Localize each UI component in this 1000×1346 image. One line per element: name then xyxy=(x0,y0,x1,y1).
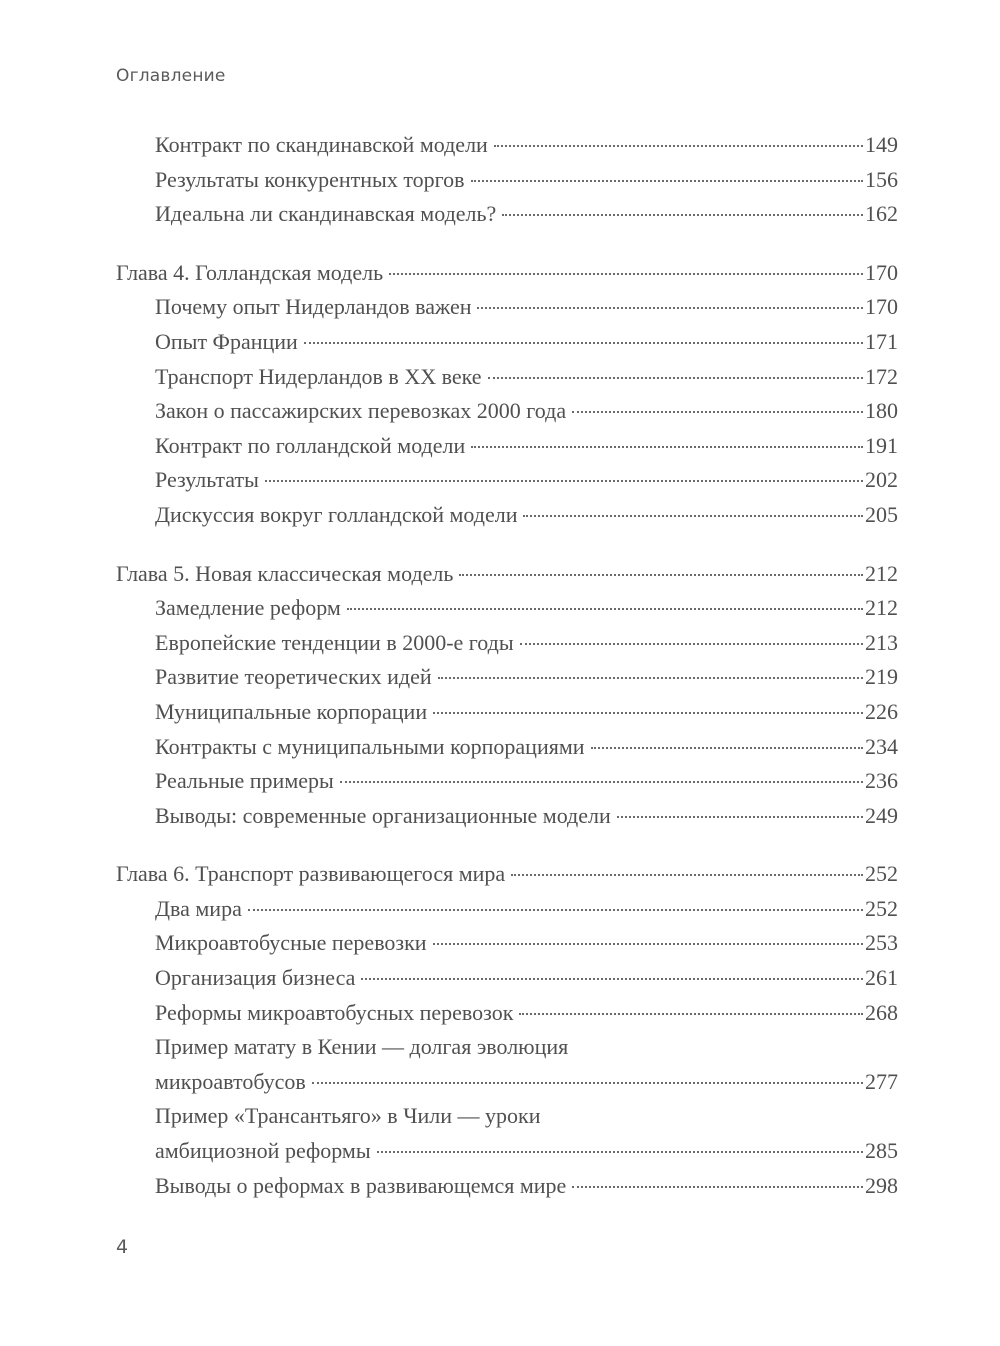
toc-section-chapter-6 xyxy=(116,857,898,1203)
chapter-page: 170 xyxy=(865,259,898,285)
toc-entry[interactable] xyxy=(116,730,898,765)
toc-section-chapter-4 xyxy=(116,256,898,533)
toc-entry-multiline[interactable] xyxy=(116,1099,898,1168)
entry-page: 149 xyxy=(865,132,898,157)
entry-page: 226 xyxy=(865,698,898,724)
toc-entry[interactable] xyxy=(116,498,898,533)
entry-title: Организация бизнеса xyxy=(155,965,356,991)
leader-dots xyxy=(511,874,863,876)
entry-title-line-1: Пример «Трансантьяго» в Чили — уроки xyxy=(155,1103,541,1129)
leader-dots xyxy=(340,781,863,783)
chapter-entry[interactable] xyxy=(116,857,898,892)
toc-entry[interactable] xyxy=(116,163,898,198)
entry-page: 236 xyxy=(865,768,898,794)
toc-entry[interactable] xyxy=(116,360,898,395)
toc-entry[interactable] xyxy=(116,926,898,961)
entry-page: 191 xyxy=(865,432,898,458)
entry-title-line-2: амбициозной реформы xyxy=(155,1138,371,1164)
entry-title: Европейские тенденции в 2000-е годы xyxy=(155,629,514,655)
entry-page: 162 xyxy=(865,201,898,227)
entry-title: Муниципальные корпорации xyxy=(155,698,428,724)
entry-title: Развитие теоретических идей xyxy=(155,664,432,690)
entry-title-line-2: микроавтобусов xyxy=(155,1068,306,1094)
leader-dots xyxy=(523,515,863,517)
entry-page: 219 xyxy=(865,664,898,690)
leader-dots xyxy=(248,909,863,911)
entry-page: 249 xyxy=(865,802,898,828)
leader-dots xyxy=(519,1013,863,1015)
entry-page: 205 xyxy=(865,501,898,527)
entry-page: 234 xyxy=(865,733,898,759)
entry-page: 171 xyxy=(865,328,898,354)
toc-entry[interactable] xyxy=(116,394,898,429)
entry-title: Контракт по скандинавской модели xyxy=(155,132,488,157)
leader-dots xyxy=(347,608,863,610)
entry-page: 156 xyxy=(865,166,898,192)
page-number: 4 xyxy=(116,1236,129,1258)
entry-page: 213 xyxy=(865,629,898,655)
toc-entry[interactable] xyxy=(116,128,898,163)
toc-entry[interactable] xyxy=(116,1169,898,1204)
table-of-contents xyxy=(116,128,898,1227)
leader-dots xyxy=(361,978,863,980)
leader-dots xyxy=(265,480,863,482)
leader-dots xyxy=(572,411,863,413)
entry-title: Два мира xyxy=(155,895,242,921)
toc-section-continuation xyxy=(116,128,898,232)
entry-title: Результаты xyxy=(155,467,259,493)
leader-dots xyxy=(471,180,863,182)
entry-page: 277 xyxy=(865,1068,898,1094)
entry-page: 170 xyxy=(865,294,898,320)
chapter-title: Глава 4. Голландская модель xyxy=(116,259,384,285)
leader-dots xyxy=(304,342,863,344)
entry-title: Идеальна ли скандинавская модель? xyxy=(155,201,497,227)
entry-title: Реальные примеры xyxy=(155,768,334,794)
toc-entry[interactable] xyxy=(116,996,898,1031)
chapter-entry[interactable] xyxy=(116,557,898,592)
entry-title: Выводы о реформах в развивающемся мире xyxy=(155,1172,567,1198)
leader-dots xyxy=(459,574,863,576)
chapter-page: 212 xyxy=(865,560,898,586)
chapter-title: Глава 5. Новая классическая модель xyxy=(116,560,454,586)
entry-page: 285 xyxy=(865,1138,898,1164)
leader-dots xyxy=(617,816,863,818)
leader-dots xyxy=(312,1082,863,1084)
toc-entry[interactable] xyxy=(116,892,898,927)
entry-title: Результаты конкурентных торгов xyxy=(155,166,465,192)
toc-entry[interactable] xyxy=(116,290,898,325)
toc-entry[interactable] xyxy=(116,961,898,996)
toc-entry[interactable] xyxy=(116,325,898,360)
toc-entry[interactable] xyxy=(116,463,898,498)
entry-page: 253 xyxy=(865,930,898,956)
leader-dots xyxy=(433,712,863,714)
entry-title: Контракты с муниципальными корпорациями xyxy=(155,733,585,759)
toc-entry[interactable] xyxy=(116,660,898,695)
entry-title-line-1: Пример матату в Кении — долгая эволюция xyxy=(155,1034,569,1060)
entry-page: 268 xyxy=(865,999,898,1025)
entry-title: Опыт Франции xyxy=(155,328,298,354)
leader-dots xyxy=(494,145,863,147)
entry-title: Замедление реформ xyxy=(155,595,341,621)
toc-entry[interactable] xyxy=(116,197,898,232)
entry-title: Дискуссия вокруг голландской модели xyxy=(155,501,518,527)
entry-page: 212 xyxy=(865,595,898,621)
leader-dots xyxy=(377,1151,863,1153)
chapter-page: 252 xyxy=(865,861,898,887)
leader-dots xyxy=(389,273,863,275)
entry-page: 252 xyxy=(865,895,898,921)
entry-title: Контракт по голландской модели xyxy=(155,432,466,458)
leader-dots xyxy=(520,643,863,645)
leader-dots xyxy=(591,747,863,749)
entry-page: 298 xyxy=(865,1172,898,1198)
toc-section-chapter-5 xyxy=(116,557,898,834)
entry-title: Микроавтобусные перевозки xyxy=(155,930,427,956)
toc-entry[interactable] xyxy=(116,591,898,626)
leader-dots xyxy=(488,377,863,379)
leader-dots xyxy=(572,1186,863,1188)
entry-page: 172 xyxy=(865,363,898,389)
leader-dots xyxy=(502,214,863,216)
entry-title: Закон о пассажирских перевозках 2000 года xyxy=(155,398,567,424)
running-head: Оглавление xyxy=(116,66,226,86)
leader-dots xyxy=(477,307,863,309)
chapter-entry[interactable] xyxy=(116,256,898,291)
leader-dots xyxy=(471,446,863,448)
leader-dots xyxy=(438,677,863,679)
entry-page: 180 xyxy=(865,398,898,424)
toc-entry[interactable] xyxy=(116,799,898,834)
entry-title: Реформы микроавтобусных перевозок xyxy=(155,999,514,1025)
entry-title: Почему опыт Нидерландов важен xyxy=(155,294,472,320)
entry-title: Выводы: современные организационные модели xyxy=(155,802,611,828)
leader-dots xyxy=(433,943,863,945)
toc-entry[interactable] xyxy=(116,626,898,661)
toc-entry[interactable] xyxy=(116,429,898,464)
toc-entry[interactable] xyxy=(116,695,898,730)
toc-entry-multiline[interactable] xyxy=(116,1030,898,1099)
entry-page: 202 xyxy=(865,467,898,493)
toc-entry[interactable] xyxy=(116,764,898,799)
entry-title: Транспорт Нидерландов в XX веке xyxy=(155,363,482,389)
entry-page: 261 xyxy=(865,965,898,991)
chapter-title: Глава 6. Транспорт развивающегося мира xyxy=(116,861,506,887)
